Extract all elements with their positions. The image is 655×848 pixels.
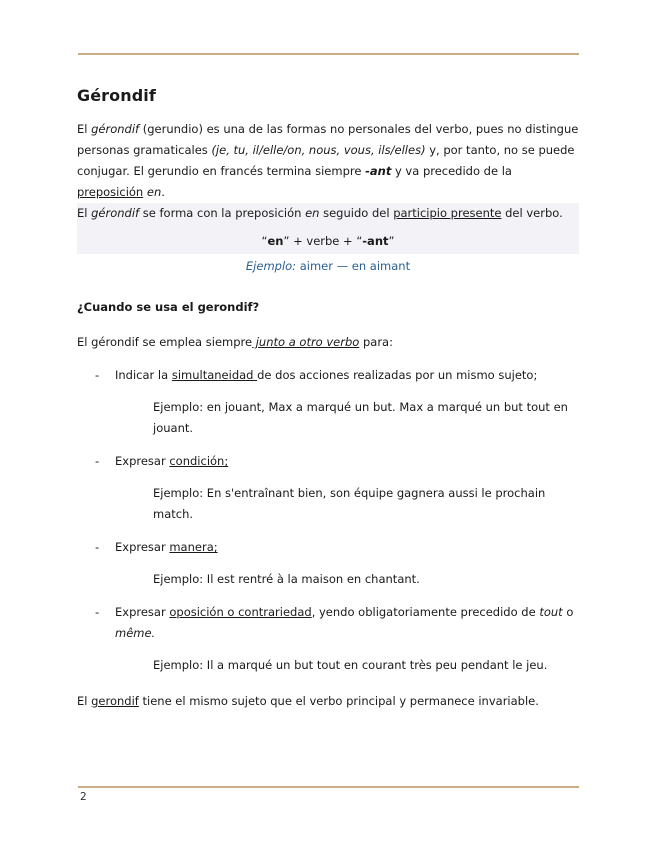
usage-paragraph [77,332,579,353]
formula-box [77,203,579,254]
page-title: Gérondif [77,86,156,105]
closing-paragraph [77,691,579,712]
list-item [77,365,579,386]
item-text: Expresar [115,454,170,468]
page-number: 2 [80,791,87,803]
item-example: Ejemplo: Il a marqué un but tout en courant très peu pendant le jeu. [153,658,548,672]
formula-ant: -ant [362,234,389,248]
intro-paragraph [77,119,579,203]
formula-line [77,231,579,252]
example-text: aimer — en aimant [296,259,411,273]
formation-en: en [305,206,320,220]
list-item [77,602,579,644]
page-content [77,86,579,712]
item-emphasis: même. [115,626,156,640]
item-link: simultaneidad [171,368,258,382]
item-text: o [562,605,574,619]
list-item [77,537,579,558]
example-aimer [77,256,579,277]
header-rule [78,53,579,55]
formula-mid: ” + verbe + “ [283,234,363,248]
intro-text: . [161,185,165,199]
formation-text: seguido del [319,206,394,220]
item-link: oposición o contrariedad [169,605,312,619]
item-emphasis: tout [539,605,563,619]
item-link: manera; [169,540,218,554]
item-text: de dos acciones realizadas por un mismo sujeto; [257,368,538,382]
closing-text: tiene el mismo sujeto que el verbo principal y permanece invariable. [138,694,539,708]
formula-quote: “ [261,234,268,248]
intro-text: (gerundio) es una de las formas no personales del verbo, pues no distingue personas gramaticales [77,122,579,157]
closing-link: gerondif [91,694,139,708]
intro-text: y, por tanto, no se puede conjugar. El gerundio en francés termina siempre [77,143,575,178]
formula-en: en [267,234,284,248]
intro-en: en [146,185,162,199]
bullet-dash: - [95,540,100,554]
formation-text: El [77,206,92,220]
item-text: , yendo obligatoriamente precedido de [311,605,540,619]
formula-quote: ” [388,234,395,248]
intro-link-preposicion: preposición [77,185,144,199]
item-example: Ejemplo: en jouant, Max a marqué un but. Max a marqué un but tout en jouant. [153,400,568,435]
usage-list [77,365,579,676]
formation-link-participio: participio presente [393,206,502,220]
footer-rule [78,786,579,788]
bullet-dash: - [95,605,100,619]
intro-text: El [77,122,92,136]
usage-emphasis: junto a otro verbo [252,335,360,349]
formation-term: gérondif [91,206,140,220]
formation-text: del verbo. [501,206,563,220]
item-text: Expresar [115,540,170,554]
list-item [77,451,579,472]
intro-ending: -ant [365,164,392,178]
item-example: Ejemplo: En s'entraînant bien, son équipe gagnera aussi le prochain match. [153,486,546,521]
formation-paragraph [77,203,579,224]
item-link: condición; [169,454,229,468]
section-question: ¿Cuando se usa el gerondif? [77,300,260,314]
intro-text: y va precedido de la [391,164,512,178]
usage-text: para: [359,335,393,349]
bullet-dash: - [95,454,100,468]
formation-text: se forma con la preposición [139,206,306,220]
bullet-dash: - [95,368,100,382]
intro-pronouns: (je, tu, il/elle/on, nous, vous, ils/elles) [211,143,426,157]
example-label: Ejemplo: [245,259,297,273]
item-text: Indicar la [115,368,172,382]
intro-term: gérondif [91,122,140,136]
item-text: Expresar [115,605,170,619]
usage-text: El gérondif se emplea siempre [77,335,253,349]
item-example: Ejemplo: Il est rentré à la maison en chantant. [153,572,420,586]
closing-text: El [77,694,92,708]
